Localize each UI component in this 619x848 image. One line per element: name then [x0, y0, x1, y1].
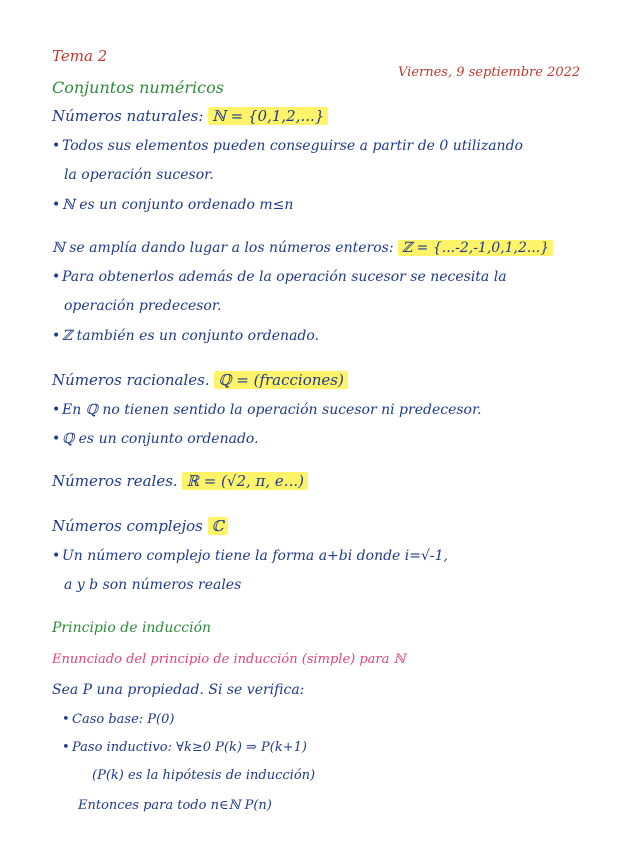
racionales-bullet-2-text: ℚ es un conjunto ordenado. [62, 431, 259, 447]
enteros-bullet-1 [52, 267, 507, 287]
reales-label: Números reales. [52, 472, 178, 490]
naturales-bullet-2-text: ℕ es un conjunto ordenado m≤n [62, 197, 294, 213]
reales-formula: ℝ = (√2, π, e...) [182, 472, 308, 490]
bullet-dot: • [62, 712, 70, 727]
naturales-bullet-1-cont: la operación sucesor. [64, 167, 214, 183]
enteros-bullet-1-cont: operación predecesor. [64, 298, 222, 314]
enteros-row [52, 238, 553, 258]
bullet-dot: • [52, 269, 61, 285]
complejos-formula: ℂ [208, 517, 228, 535]
complejos-label: Números complejos [52, 517, 203, 535]
enteros-bullet-2 [52, 326, 319, 346]
bullet-dot: • [52, 548, 61, 564]
bullet-dot: • [52, 402, 61, 418]
induccion-paso [62, 738, 307, 758]
reales-row [52, 471, 308, 491]
naturales-label: Números naturales: [52, 107, 204, 125]
naturales-row [52, 106, 328, 126]
complejos-row [52, 516, 228, 536]
induccion-subtitle: Enunciado del principio de inducción (simple) para ℕ [52, 652, 406, 667]
enteros-formula: ℤ = {...-2,-1,0,1,2...} [398, 240, 553, 256]
enteros-bullet-2-text: ℤ también es un conjunto ordenado. [62, 328, 320, 344]
naturales-bullet-2 [52, 195, 293, 215]
enteros-intro: ℕ se amplía dando lugar a los números enteros: [52, 240, 394, 256]
bullet-dot: • [52, 138, 61, 154]
section-title-induccion: Principio de inducción [52, 620, 212, 636]
page-title: Tema 2 [52, 47, 108, 65]
naturales-bullet-1-text: Todos sus elementos pueden conseguirse a partir de 0 utilizando [62, 138, 523, 154]
bullet-dot: • [52, 431, 61, 447]
induccion-caso-base [62, 710, 174, 730]
racionales-label: Números racionales. [52, 371, 210, 389]
racionales-formula: ℚ = (fracciones) [214, 371, 347, 389]
date-label: Viernes, 9 septiembre 2022 [398, 65, 581, 80]
bullet-dot: • [62, 740, 70, 755]
racionales-bullet-2 [52, 429, 259, 449]
racionales-row [52, 370, 348, 390]
complejos-bullet-1 [52, 546, 448, 566]
racionales-bullet-1-text: En ℚ no tienen sentido la operación sucesor ni predecesor. [62, 402, 482, 418]
naturales-bullet-1 [52, 136, 523, 156]
induccion-line-1: Sea P una propiedad. Si se verifica: [52, 682, 305, 698]
induccion-conclusion: Entonces para todo n∈ℕ P(n) [78, 798, 272, 813]
bullet-dot: • [52, 197, 61, 213]
bullet-dot: • [52, 328, 61, 344]
complejos-bullet-1-text: Un número complejo tiene la forma a+bi donde i=√-1, [62, 548, 448, 564]
complejos-bullet-1-cont: a y b son números reales [64, 577, 242, 593]
enteros-bullet-1-text: Para obtenerlos además de la operación sucesor se necesita la [62, 269, 507, 285]
induccion-hipotesis: (P(k) es la hipótesis de inducción) [92, 768, 316, 783]
induccion-paso-text: Paso inductivo: ∀k≥0 P(k) ⇒ P(k+1) [72, 740, 307, 755]
induccion-caso-base-text: Caso base: P(0) [72, 712, 175, 727]
section-title-conjuntos: Conjuntos numéricos [52, 78, 224, 97]
racionales-bullet-1 [52, 400, 482, 420]
naturales-formula: ℕ = {0,1,2,...} [208, 107, 328, 125]
